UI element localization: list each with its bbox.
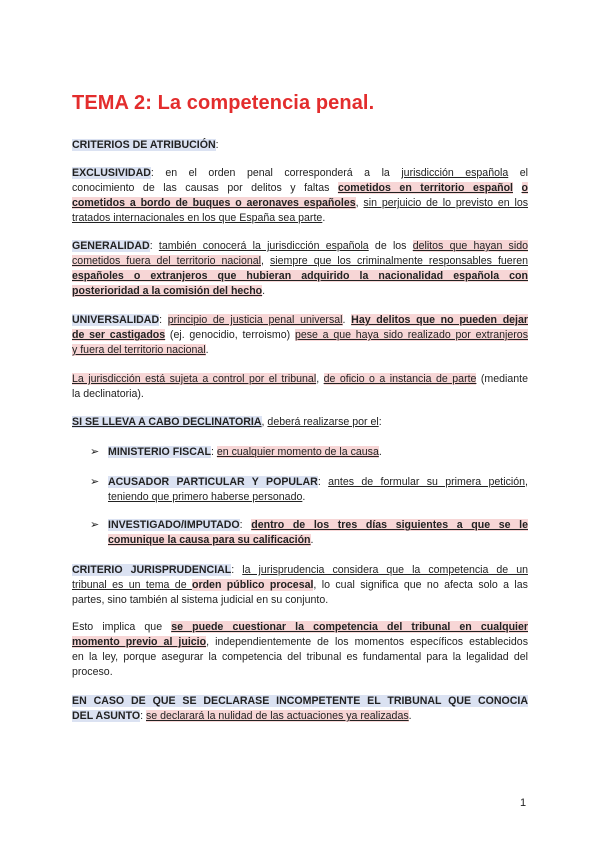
page-number: 1 — [520, 797, 527, 809]
arrow-bullet-icon: ➢ — [90, 476, 100, 488]
generalidad-paragraph: GENERALIDAD: también conocerá la jurisdicción española de los delitos que hayan sido cometidos fuera del territorio nacional, siempre que los criminalmente responsables fueren españoles o extranjeros que hubieran adquirido la nacionalidad española con posterioridad a la comisión del hecho. — [72, 240, 528, 297]
implica-paragraph: Esto implica que se puede cuestionar la competencia del tribunal en cualquier momento previo al juicio, independientemente de los momentos específicos establecidos en la ley, porque asegurar la competencia del tribunal es fundamental para la legalidad del proceso. — [72, 621, 528, 678]
exclusividad-paragraph: EXCLUSIVIDAD: en el orden penal corresponderá a la jurisdicción española el conocimiento de las causas por delitos y faltas cometidos en territorio español o cometidos a bordo de buques o aeronaves españoles, sin perjuicio de lo previsto en los tratados internacionales en los que España sea parte. — [72, 167, 528, 224]
control-paragraph: La jurisdicción está sujeta a control por el tribunal, de oficio o a instancia de parte (mediante la declinatoria). — [72, 373, 528, 400]
universalidad-label: UNIVERSALIDAD — [72, 314, 160, 326]
document-title: TEMA 2: La competencia penal. — [72, 92, 375, 114]
incompetente-label: EN CASO DE QUE SE DECLARASE INCOMPETENTE EL TRIBUNAL QUE CONOCIA — [72, 695, 528, 707]
criterios-heading: CRITERIOS DE ATRIBUCIÓN — [72, 139, 216, 151]
arrow-bullet-icon: ➢ — [90, 446, 100, 458]
declinatoria-paragraph: SI SE LLEVA A CABO DECLINATORIA, deberá realizarse por el: — [72, 416, 382, 428]
arrow-bullet-icon: ➢ — [90, 519, 100, 531]
generalidad-label: GENERALIDAD — [72, 240, 150, 252]
jurisprudencial-paragraph: CRITERIO JURISPRUDENCIAL: la jurisprudencia considera que la competencia de un tribunal es un tema de orden público procesal, lo cual significa que no afecta solo a las partes, sino también al sistema judicial en su conjunto. — [72, 564, 528, 606]
document-page: TEMA 2: La competencia penal. CRITERIOS DE ATRIBUCIÓN: EXCLUSIVIDAD: en el orden penal corresponderá a la jurisdicción española el conocimiento de las causas por delitos y faltas cometidos en territorio español o cometidos a bordo de buques o aeronaves españoles, sin perjuicio de lo previsto en los tratados internacionales en los que España sea parte. GENERALIDAD: también conocerá la jurisdicción española de los delitos que hayan sido cometidos fuera del territorio nacional, siempre que los criminalmente responsables fueren españoles o extranjeros que hubieran adquirido la nacionalidad española con posterioridad a la comisión del hecho. UNIVERSALIDAD: principio de justicia penal universal. Hay delitos que no pueden dejar de ser castigados (ej. genocidio, terroismo) pese a que haya sido realizado por extranjeros y fuera del territorio nacional. La jurisdicción está sujeta a control por el tribunal, de oficio o a instancia de parte (mediante la declinatoria). SI SE LLEVA A CABO DECLINATORIA, deberá realizarse por el: ➢ MINISTERIO FISCAL: en cualquier momento de la causa. ➢ ACUSADOR PARTICULAR Y POPULAR: antes de formular su primera petición, teniendo que primero haberse personado. ➢ INVESTIGADO/IMPUTADO: dentro de los tres días siguientes a que se le comunique la causa para su calificación. CRITERIO JURISPRUDENCIAL: la jurisprudencia considera que la competencia de un tribunal es un tema de orden público procesal, lo cual significa que no afecta solo a las partes, sino también al sistema judicial en su conjunto. Esto implica que se puede cuestionar la competencia del tribunal en cualquier momento previo al juicio, independientemente de los momentos específicos establecidos en la ley, porque asegurar la competencia del tribunal es fundamental para la legalidad del proceso. EN CASO DE QUE SE DECLARASE INCOMPETENTE EL TRIBUNAL QUE CONOCIA DEL ASUNTO: se declarará la nulidad de las actuaciones ya realizadas. 1 — [72, 92, 528, 809]
declinatoria-label: SI SE LLEVA A CABO DECLINATORIA — [72, 416, 262, 428]
criterios-heading-paragraph: CRITERIOS DE ATRIBUCIÓN: — [72, 139, 219, 151]
jurisprudencial-label: CRITERIO JURISPRUDENCIAL — [72, 564, 232, 576]
incompetente-paragraph: EN CASO DE QUE SE DECLARASE INCOMPETENTE EL TRIBUNAL QUE CONOCIA DEL ASUNTO: se declarará la nulidad de las actuaciones ya realizadas. — [72, 695, 528, 722]
universalidad-paragraph: UNIVERSALIDAD: principio de justicia penal universal. Hay delitos que no pueden dejar de ser castigados (ej. genocidio, terroismo) pese a que haya sido realizado por extranjeros y fuera del territorio nacional. — [72, 314, 528, 356]
exclusividad-label: EXCLUSIVIDAD — [72, 167, 151, 179]
